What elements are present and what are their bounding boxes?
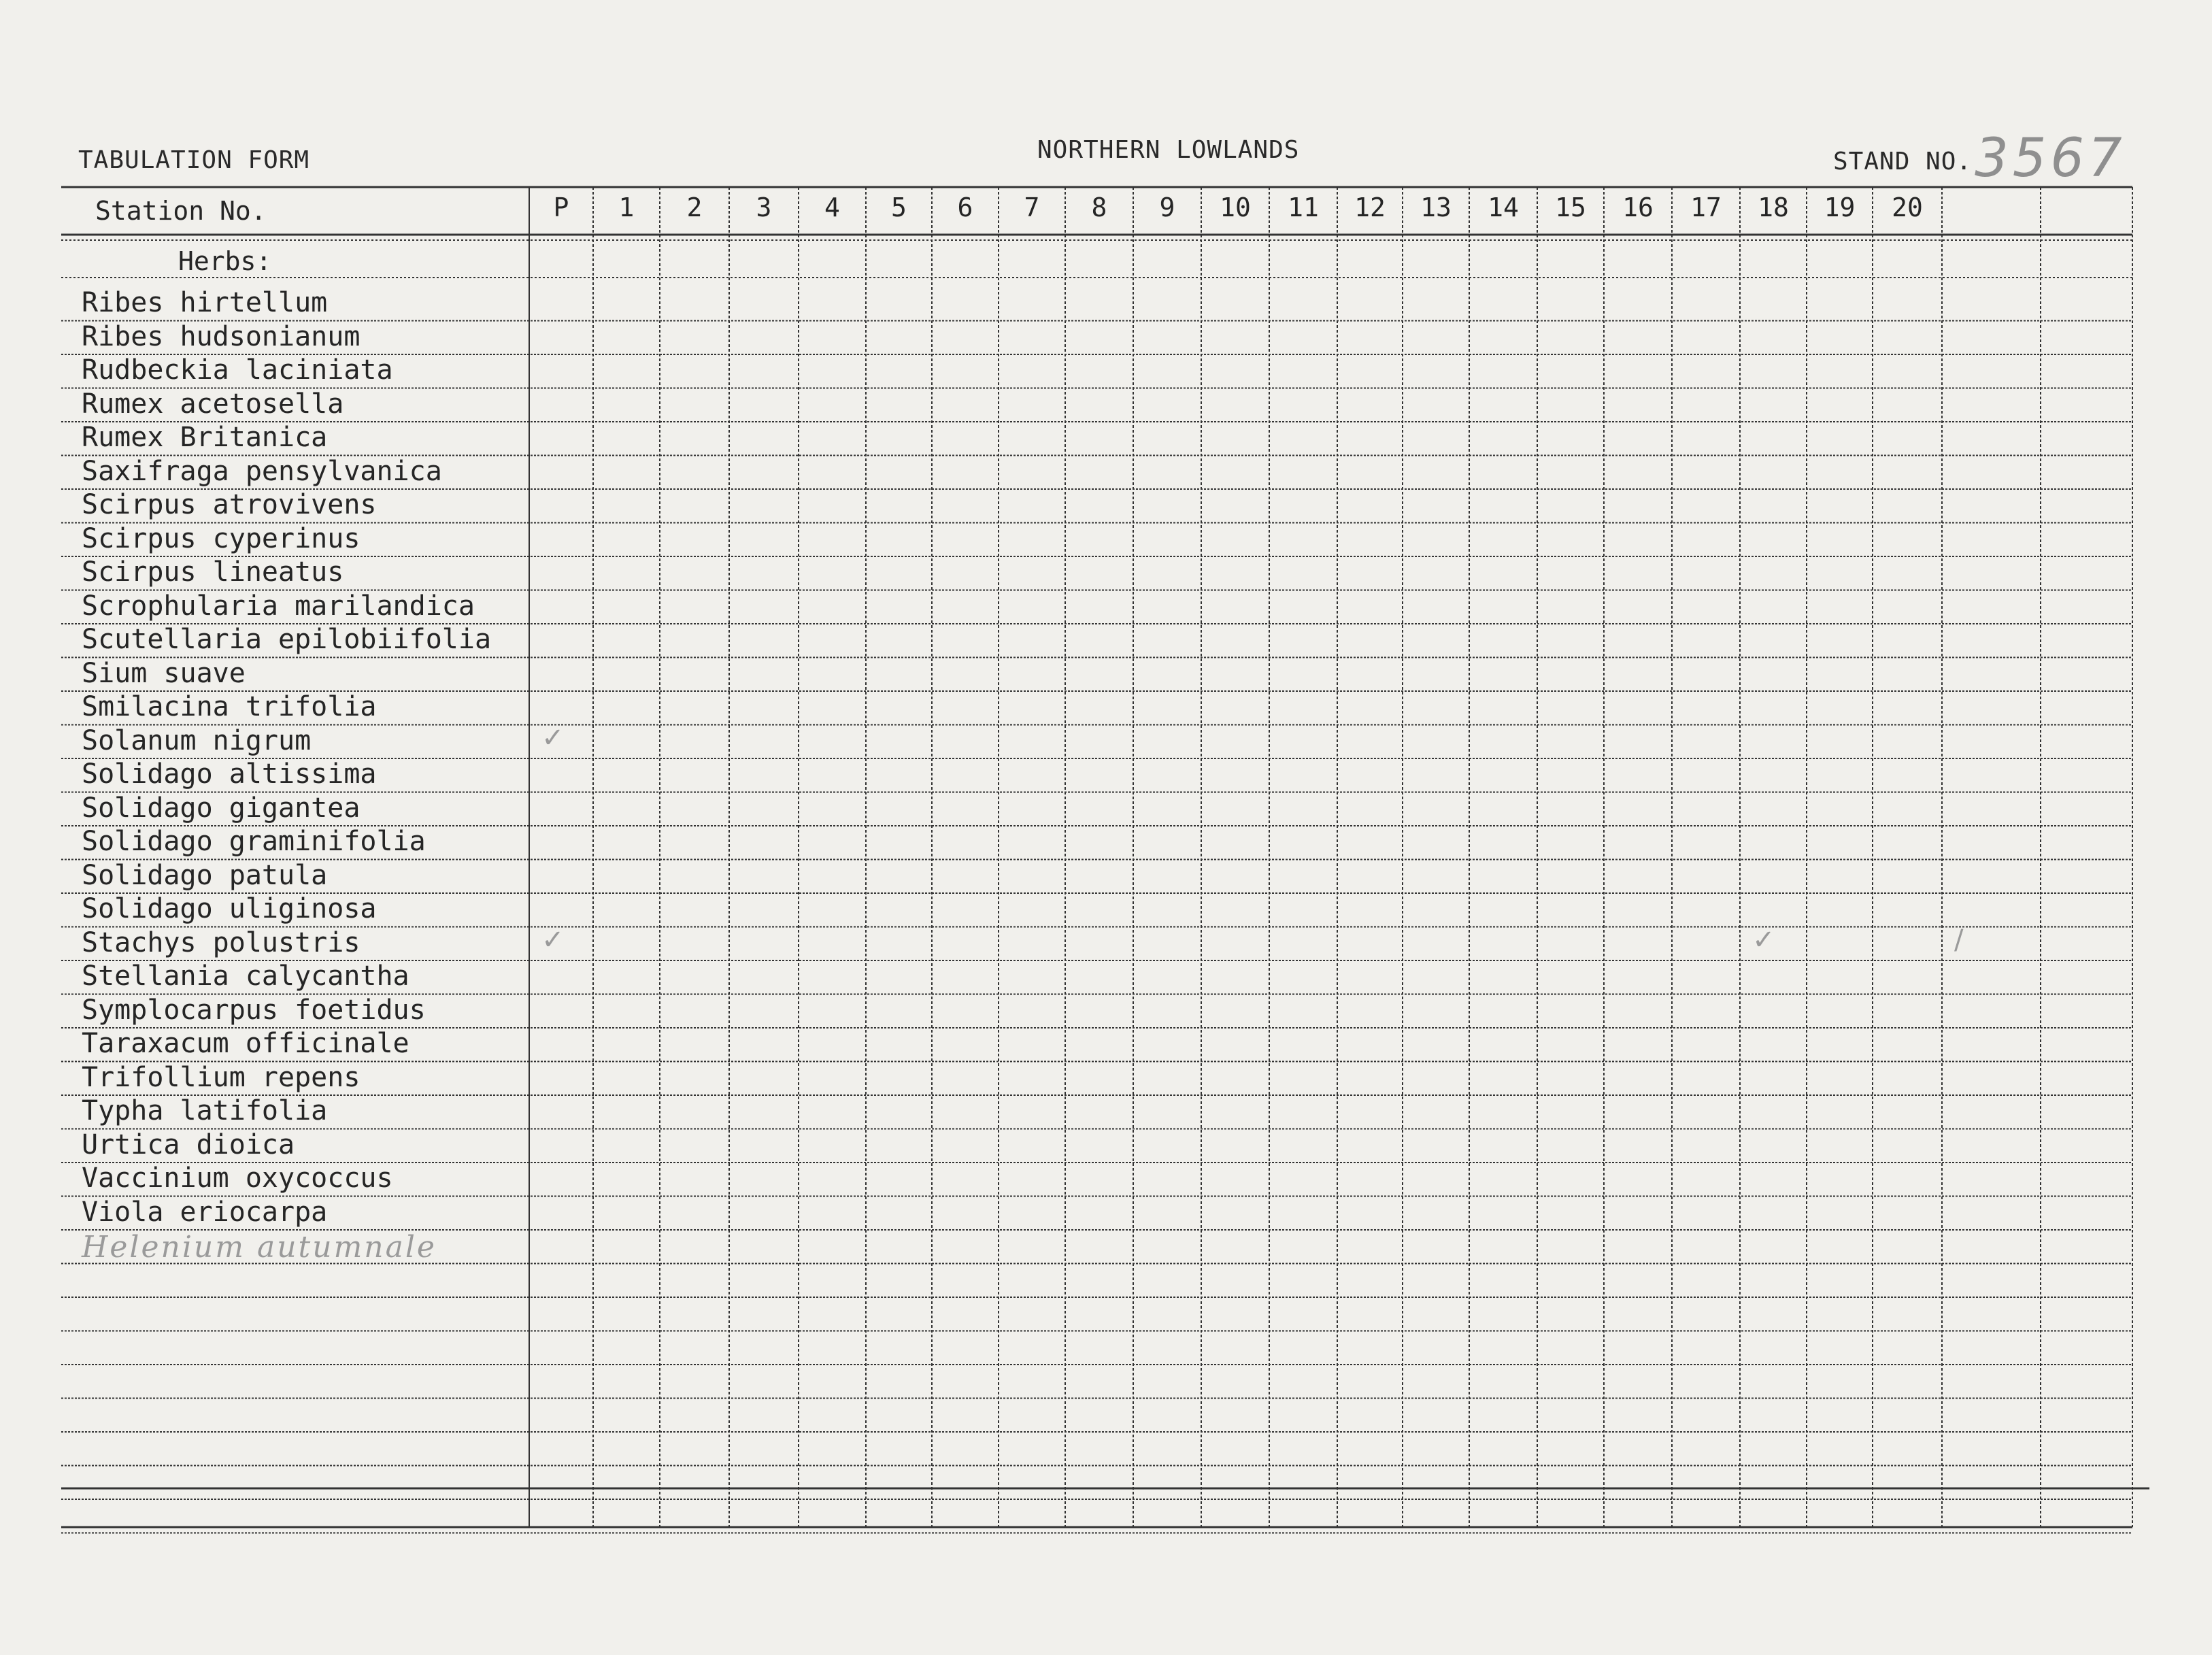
species-row-label: Rumex Britanica [82,422,328,453]
species-row-label: Sium suave [82,657,246,689]
species-row-label: Solidago patula [82,859,328,891]
species-row-label: Urtica dioica [82,1129,295,1160]
species-row-label: Scirpus cyperinus [82,522,361,554]
stand-label: STAND NO. [1833,148,1973,175]
species-row-label: Vaccinium oxycoccus [82,1163,393,1194]
tally-mark: / [1954,924,1964,956]
herbs-label: Herbs: [178,246,272,276]
tally-mark: ✓ [541,722,565,754]
species-row-label: Scutellaria epilobiifolia [82,624,492,655]
species-row-label: Ribes hudsonianum [82,320,361,352]
species-row-label: Saxifraga pensylvanica [82,455,442,487]
species-row-label: Rudbeckia laciniata [82,354,393,386]
species-row-label: Solanum nigrum [82,724,312,756]
station-label: Station No. [95,196,267,226]
species-row-label: Typha latifolia [82,1095,328,1126]
species-row-label: Scirpus lineatus [82,556,344,588]
column-header: 18 [1758,193,1789,222]
column-header: 12 [1354,193,1386,222]
species-row-label: Solidago altissima [82,758,377,790]
column-header: 3 [756,193,772,222]
column-header: 17 [1690,193,1722,222]
form-title: TABULATION FORM [78,146,310,174]
stand-number: 3567 [1975,128,2126,189]
column-header: 16 [1622,193,1654,222]
region-title: NORTHERN LOWLANDS [1037,136,1300,164]
column-header: 1 [618,193,635,222]
column-header: 13 [1420,193,1452,222]
handwritten-species: Helenium autumnale [82,1230,437,1265]
column-header: 9 [1159,193,1175,222]
species-row-label: Symplocarpus foetidus [82,994,426,1026]
species-row-label: Taraxacum officinale [82,1028,409,1059]
species-row-label: Solidago uliginosa [82,893,377,924]
tally-mark: ✓ [1752,924,1775,956]
species-row-label: Stachys polustris [82,926,361,958]
tally-mark: ✓ [541,924,565,956]
column-header: 4 [824,193,840,222]
column-header: 20 [1892,193,1923,222]
species-row-label: Smilacina trifolia [82,691,377,722]
column-header: 15 [1555,193,1586,222]
species-row-label: Scirpus atrovivens [82,489,377,520]
species-row-label: Solidago graminifolia [82,826,426,857]
species-row-label: Rumex acetosella [82,388,344,420]
column-header: 19 [1824,193,1856,222]
species-row-label: Solidago gigantea [82,792,361,824]
species-row-label: Trifollium repens [82,1061,361,1093]
species-row-label: Scrophularia marilandica [82,590,475,622]
species-row-label: Viola eriocarpa [82,1196,328,1228]
column-header: 10 [1220,193,1251,222]
column-header: 8 [1091,193,1107,222]
column-header: 5 [891,193,907,222]
column-header: 6 [957,193,973,222]
column-header: 14 [1488,193,1519,222]
column-header: P [553,193,569,222]
species-row-label: Stellania calycantha [82,960,409,992]
species-row-label: Ribes hirtellum [82,287,328,318]
column-header: 2 [686,193,703,222]
column-header: 11 [1288,193,1319,222]
column-header: 7 [1024,193,1040,222]
